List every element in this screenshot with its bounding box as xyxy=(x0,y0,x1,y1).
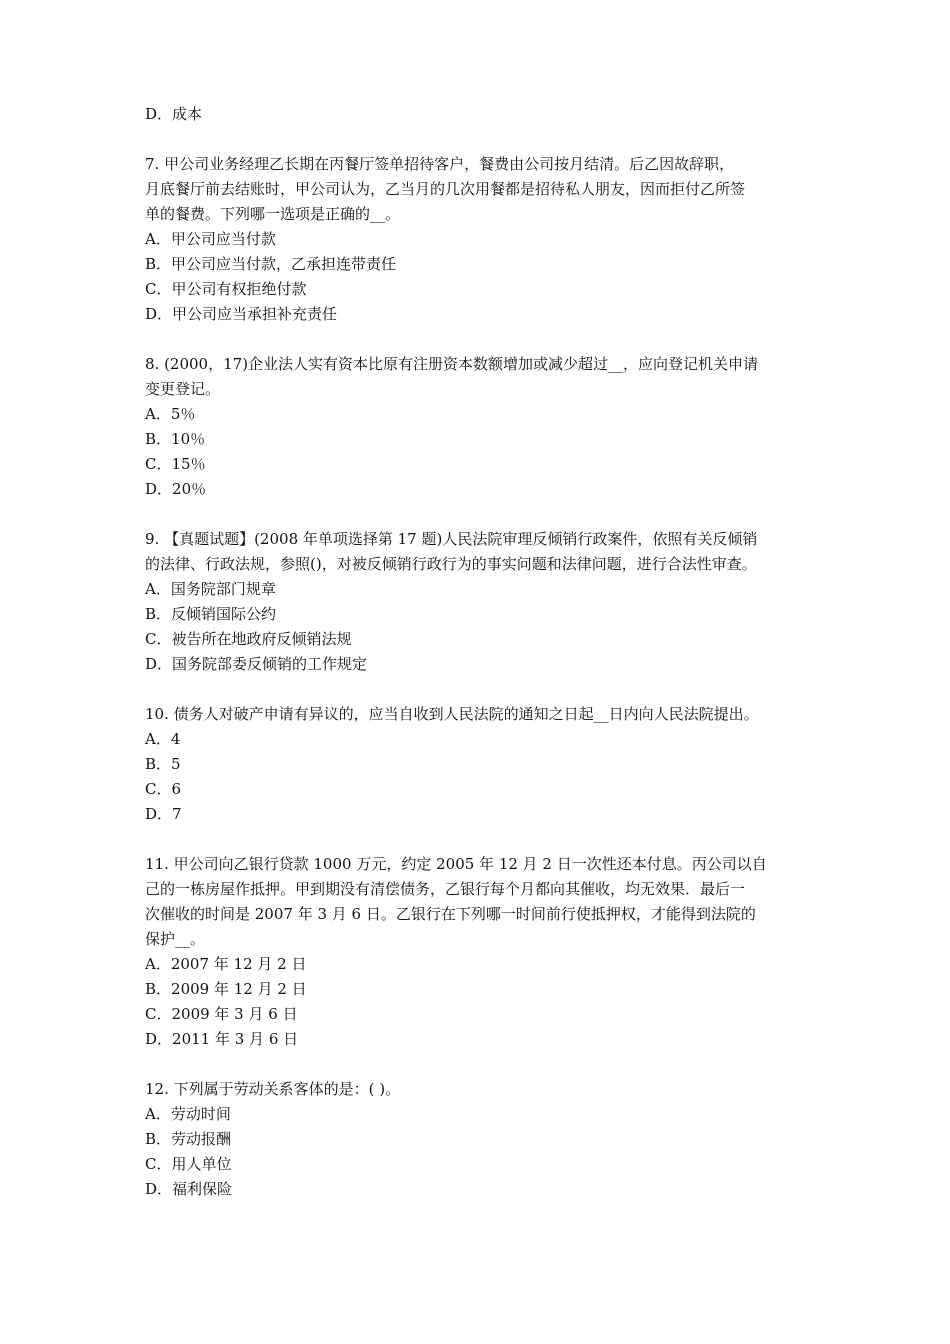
question-7 xyxy=(145,152,825,327)
option-a: A．5％ xyxy=(145,405,196,423)
option-a: A．甲公司应当付款 xyxy=(145,230,276,248)
option-b: B．劳动报酬 xyxy=(145,1130,232,1148)
question-12 xyxy=(145,1077,825,1202)
option-c: C．被告所在地政府反倾销法规 xyxy=(145,630,352,648)
question-stem-line: 12. 下列属于劳动关系客体的是：( )。 xyxy=(145,1080,401,1098)
question-11 xyxy=(145,852,825,1052)
option-a: A．国务院部门规章 xyxy=(145,580,276,598)
question-stem-line: 10. 债务人对破产申请有异议的，应当自收到人民法院的通知之日起__日内向人民法院提出。 xyxy=(145,705,759,723)
question-stem-line: 11. 甲公司向乙银行贷款 1000 万元，约定 2005 年 12 月 2 日一次性还本付息。丙公司以自 xyxy=(145,855,767,873)
option-b: B．5 xyxy=(145,755,181,773)
question-stem-line: 保护__。 xyxy=(145,930,206,948)
option-b: B．2009 年 12 月 2 日 xyxy=(145,980,307,998)
question-stem-line: 8. (2000，17)企业法人实有资本比原有注册资本数额增加或减少超过__，应向登记机关申请 xyxy=(145,355,759,373)
question-stem-line: 变更登记。 xyxy=(145,380,221,398)
option-d: D．7 xyxy=(145,805,182,823)
option-a: A．劳动时间 xyxy=(145,1105,231,1123)
previous-question-tail xyxy=(145,102,825,127)
option-a: A．4 xyxy=(145,730,181,748)
option-d: D．2011 年 3 月 6 日 xyxy=(145,1030,299,1048)
option-d: D．成本 xyxy=(145,105,203,123)
option-d: D．20％ xyxy=(145,480,207,498)
question-stem-line: 己的一栋房屋作抵押。甲到期没有清偿债务，乙银行每个月都向其催收，均无效果．最后一 xyxy=(145,880,746,898)
question-stem-line: 次催收的时间是 2007 年 3 月 6 日。乙银行在下列哪一时间前行使抵押权，才能得到法院的 xyxy=(145,905,756,923)
option-c: C．用人单位 xyxy=(145,1155,232,1173)
option-d: D．福利保险 xyxy=(145,1180,233,1198)
question-8 xyxy=(145,352,825,502)
question-stem-line: 单的餐费。下列哪一选项是正确的__。 xyxy=(145,205,401,223)
option-d: D．国务院部委反倾销的工作规定 xyxy=(145,655,368,673)
option-b: B．10％ xyxy=(145,430,206,448)
question-10 xyxy=(145,702,825,827)
option-d: D．甲公司应当承担补充责任 xyxy=(145,305,338,323)
option-b: B．甲公司应当付款，乙承担连带责任 xyxy=(145,255,397,273)
question-stem-line: 的法律、行政法规，参照()，对被反倾销行政行为的事实问题和法律问题，进行合法性审查。 xyxy=(145,555,757,573)
document-page xyxy=(145,102,825,1227)
option-c: C．15％ xyxy=(145,455,206,473)
option-a: A．2007 年 12 月 2 日 xyxy=(145,955,307,973)
question-9 xyxy=(145,527,825,677)
question-stem-line: 月底餐厅前去结账时，甲公司认为，乙当月的几次用餐都是招待私人朋友，因而拒付乙所签 xyxy=(145,180,746,198)
question-stem-line: 9. 【真题试题】(2008 年单项选择第 17 题)人民法院审理反倾销行政案件，依照有关反倾销 xyxy=(145,530,758,548)
option-c: C．甲公司有权拒绝付款 xyxy=(145,280,307,298)
option-c: C．6 xyxy=(145,780,182,798)
question-stem-line: 7. 甲公司业务经理乙长期在丙餐厅签单招待客户，餐费由公司按月结清。后乙因故辞职， xyxy=(145,155,735,173)
option-b: B．反倾销国际公约 xyxy=(145,605,277,623)
option-c: C．2009 年 3 月 6 日 xyxy=(145,1005,298,1023)
